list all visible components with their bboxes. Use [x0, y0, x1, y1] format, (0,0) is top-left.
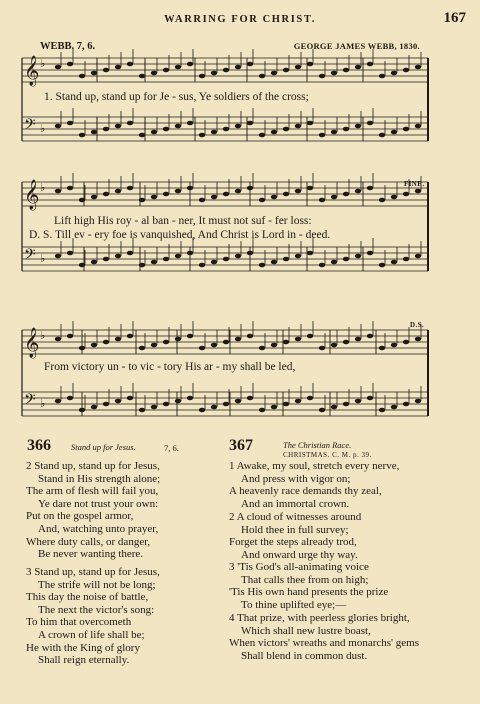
note-head: [199, 408, 205, 413]
note-head: [139, 408, 145, 413]
note-head: [127, 186, 133, 191]
treble-clef-icon: 𝄞: [24, 328, 40, 358]
note-head: [379, 408, 385, 413]
note-head: [67, 62, 73, 67]
note-head: [331, 260, 337, 265]
note-head: [355, 124, 361, 129]
running-title: WARRING FOR CHRIST.: [164, 14, 316, 25]
note-head: [151, 71, 157, 76]
note-head: [235, 189, 241, 194]
verse-line: Shall reign eternally.: [38, 654, 130, 667]
note-head: [115, 337, 121, 342]
note-head: [259, 346, 265, 351]
flat-icon: ♭: [40, 329, 46, 342]
note-head: [163, 127, 169, 132]
verse-line: 3 'Tis God's all-animating voice: [229, 561, 369, 573]
verse-line: Put on the gospel armor,: [26, 510, 134, 523]
note-head: [67, 251, 73, 256]
note-head: [103, 68, 109, 73]
note-head: [415, 337, 421, 342]
note-head: [415, 65, 421, 70]
note-head: [139, 346, 145, 351]
note-head: [259, 198, 265, 203]
note-head: [403, 402, 409, 407]
verse-line: To thine uplifted eye;—: [241, 598, 347, 611]
verse-line: 2 Stand up, stand up for Jesus,: [26, 460, 160, 472]
verse-line: This day the noise of battle,: [26, 591, 149, 604]
note-head: [91, 71, 97, 76]
note-head: [115, 254, 121, 259]
note-head: [367, 396, 373, 401]
verse-line: When victors' wreaths and monarchs' gems: [229, 637, 419, 650]
note-head: [367, 251, 373, 256]
note-head: [259, 263, 265, 268]
note-head: [283, 192, 289, 197]
bass-clef-icon: 𝄢: [24, 116, 36, 137]
note-head: [187, 121, 193, 126]
note-head: [235, 124, 241, 129]
note-head: [199, 198, 205, 203]
note-head: [175, 189, 181, 194]
note-head: [391, 405, 397, 410]
note-head: [271, 405, 277, 410]
note-head: [55, 399, 61, 404]
note-head: [79, 74, 85, 79]
note-head: [175, 254, 181, 259]
note-head: [211, 343, 217, 348]
note-head: [127, 396, 133, 401]
note-head: [379, 263, 385, 268]
note-head: [199, 263, 205, 268]
note-head: [187, 334, 193, 339]
note-head: [187, 396, 193, 401]
tune-name: WEBB. 7, 6.: [40, 41, 96, 52]
verse-line: Be never wanting there.: [38, 548, 144, 561]
verse-line: The strife will not be long;: [38, 578, 156, 591]
note-head: [247, 62, 253, 67]
note-head: [331, 405, 337, 410]
note-head: [295, 337, 301, 342]
note-head: [67, 121, 73, 126]
note-head: [223, 192, 229, 197]
note-head: [355, 399, 361, 404]
note-head: [91, 343, 97, 348]
note-head: [403, 257, 409, 262]
verse-line: The arm of flesh will fail you,: [26, 485, 159, 498]
hymn-tune-ref: CHRISTMAS. C. M. p. 39.: [283, 451, 372, 459]
note-head: [259, 408, 265, 413]
note-head: [319, 263, 325, 268]
note-head: [55, 65, 61, 70]
note-head: [223, 68, 229, 73]
note-head: [355, 189, 361, 194]
flat-icon: ♭: [40, 57, 46, 70]
note-head: [331, 195, 337, 200]
verse-stanza: [229, 561, 388, 611]
note-head: [151, 343, 157, 348]
note-head: [403, 68, 409, 73]
flat-icon: ♭: [40, 397, 46, 410]
note-head: [127, 62, 133, 67]
note-head: [151, 260, 157, 265]
note-head: [355, 65, 361, 70]
note-head: [403, 127, 409, 132]
verse-line: A heavenly race demands thy zeal,: [229, 485, 382, 498]
system-2-lyrics: Lift high His roy - al ban - ner, It must not suf - fer loss:: [54, 215, 312, 227]
note-head: [271, 343, 277, 348]
treble-clef-icon: 𝄞: [24, 180, 40, 210]
hymn-number: 367: [229, 437, 253, 454]
note-head: [367, 186, 373, 191]
verse-line: And, watching unto prayer,: [38, 522, 159, 535]
note-head: [391, 343, 397, 348]
note-head: [343, 402, 349, 407]
verse-line: The next the victor's song:: [38, 603, 155, 616]
hymn-title: Stand up for Jesus.: [71, 442, 136, 452]
note-head: [331, 130, 337, 135]
note-head: [151, 130, 157, 135]
note-head: [163, 192, 169, 197]
note-head: [235, 254, 241, 259]
note-head: [271, 71, 277, 76]
verse-line: Stand in His strength alone;: [38, 472, 161, 485]
note-head: [55, 254, 61, 259]
note-head: [211, 130, 217, 135]
note-head: [283, 127, 289, 132]
note-head: [139, 133, 145, 138]
note-head: [223, 127, 229, 132]
note-head: [67, 396, 73, 401]
note-head: [319, 408, 325, 413]
note-head: [79, 133, 85, 138]
verse-line: Ye dare not trust your own:: [38, 497, 159, 510]
note-head: [283, 257, 289, 262]
note-head: [103, 257, 109, 262]
note-head: [223, 402, 229, 407]
note-head: [271, 260, 277, 265]
note-head: [211, 260, 217, 265]
note-head: [151, 195, 157, 200]
note-head: [283, 68, 289, 73]
verse-line: He with the King of glory: [26, 641, 140, 654]
hymn-title: The Christian Race.: [283, 440, 352, 450]
note-head: [199, 133, 205, 138]
note-head: [403, 340, 409, 345]
note-head: [91, 130, 97, 135]
note-head: [103, 127, 109, 132]
note-head: [91, 405, 97, 410]
verse-stanza: [26, 460, 160, 561]
note-head: [379, 74, 385, 79]
note-head: [283, 340, 289, 345]
note-head: [235, 337, 241, 342]
note-head: [175, 337, 181, 342]
note-head: [355, 254, 361, 259]
note-head: [343, 257, 349, 262]
note-head: [343, 192, 349, 197]
verse-line: And onward urge thy way.: [241, 548, 358, 561]
verse-line: Which shall new lustre boast,: [241, 624, 371, 637]
note-head: [307, 251, 313, 256]
note-head: [331, 71, 337, 76]
note-head: [379, 133, 385, 138]
note-head: [379, 198, 385, 203]
note-head: [343, 68, 349, 73]
note-head: [271, 195, 277, 200]
note-head: [319, 198, 325, 203]
verse-stanza: [26, 566, 160, 667]
note-head: [307, 62, 313, 67]
note-head: [127, 251, 133, 256]
note-head: [307, 396, 313, 401]
note-head: [223, 340, 229, 345]
note-head: [295, 124, 301, 129]
note-head: [379, 346, 385, 351]
note-head: [91, 195, 97, 200]
note-head: [319, 346, 325, 351]
note-head: [247, 334, 253, 339]
note-head: [163, 257, 169, 262]
note-head: [319, 74, 325, 79]
note-head: [271, 130, 277, 135]
note-head: [367, 62, 373, 67]
verse-line: Shall blend in common dust.: [241, 649, 368, 662]
note-head: [391, 195, 397, 200]
note-head: [199, 346, 205, 351]
note-head: [151, 405, 157, 410]
note-head: [67, 334, 73, 339]
note-head: [403, 192, 409, 197]
note-head: [415, 124, 421, 129]
note-head: [163, 402, 169, 407]
note-head: [259, 133, 265, 138]
note-head: [55, 189, 61, 194]
system-1-lyrics: 1. Stand up, stand up for Je - sus, Ye soldiers of the cross;: [44, 91, 309, 103]
note-head: [247, 396, 253, 401]
system-3-lyrics: From victory un - to vic - tory His ar - my shall be led,: [44, 361, 296, 373]
hymn-meter: 7, 6.: [164, 443, 179, 453]
note-head: [295, 399, 301, 404]
note-head: [211, 405, 217, 410]
note-head: [187, 62, 193, 67]
verse-line: And press with vigor on;: [241, 472, 351, 485]
note-head: [67, 186, 73, 191]
note-head: [391, 130, 397, 135]
note-head: [295, 189, 301, 194]
note-head: [199, 74, 205, 79]
note-head: [343, 340, 349, 345]
page-number: 167: [443, 10, 466, 26]
note-head: [247, 121, 253, 126]
verse-line: 4 That prize, with peerless glories bright,: [229, 612, 410, 624]
note-head: [211, 195, 217, 200]
flat-icon: ♭: [40, 252, 46, 265]
note-head: [307, 334, 313, 339]
flat-icon: ♭: [40, 181, 46, 194]
note-head: [163, 68, 169, 73]
verse-line: A crown of life shall be;: [38, 628, 145, 641]
note-head: [115, 189, 121, 194]
note-head: [307, 186, 313, 191]
note-head: [55, 337, 61, 342]
verse-stanza: [229, 612, 419, 662]
note-head: [127, 121, 133, 126]
hymn-number: 366: [27, 437, 51, 454]
note-head: [355, 337, 361, 342]
note-head: [343, 127, 349, 132]
verse-line: Where duty calls, or danger,: [26, 535, 151, 548]
verse-line: Hold thee in full survey;: [241, 523, 349, 536]
note-head: [283, 402, 289, 407]
verse-line: Forget the steps already trod,: [229, 536, 357, 549]
composer: GEORGE JAMES WEBB, 1830.: [293, 41, 420, 51]
note-head: [331, 343, 337, 348]
note-head: [259, 74, 265, 79]
note-head: [103, 402, 109, 407]
note-head: [127, 334, 133, 339]
note-head: [415, 254, 421, 259]
bass-clef-icon: 𝄢: [24, 391, 36, 412]
verse-stanza: [229, 511, 361, 561]
fine-mark: FINE.: [404, 180, 425, 188]
note-head: [139, 74, 145, 79]
verse-line: 3 Stand up, stand up for Jesus,: [26, 566, 160, 578]
note-head: [235, 65, 241, 70]
note-head: [55, 124, 61, 129]
note-head: [175, 65, 181, 70]
note-head: [115, 124, 121, 129]
bass-clef-icon: 𝄢: [24, 246, 36, 267]
note-head: [295, 254, 301, 259]
flat-icon: ♭: [40, 122, 46, 135]
note-head: [367, 334, 373, 339]
note-head: [307, 121, 313, 126]
note-head: [319, 133, 325, 138]
note-head: [103, 192, 109, 197]
note-head: [211, 71, 217, 76]
verse-line: 1 Awake, my soul, stretch every nerve,: [229, 460, 400, 472]
note-head: [223, 257, 229, 262]
note-head: [115, 399, 121, 404]
verse-line: 2 A cloud of witnesses around: [229, 511, 362, 523]
note-head: [295, 65, 301, 70]
note-head: [103, 340, 109, 345]
ds-mark: D.S.: [410, 321, 425, 329]
system-2-ds-lyrics: D. S. Till ev - ery foe is vanquished, And Christ is Lord in - deed.: [29, 229, 331, 241]
verse-line: That calls thee from on high;: [241, 573, 369, 586]
note-head: [235, 399, 241, 404]
note-head: [415, 189, 421, 194]
note-head: [391, 260, 397, 265]
note-head: [415, 399, 421, 404]
verse-line: 'Tis His own hand presents the prize: [229, 586, 389, 599]
treble-clef-icon: 𝄞: [24, 56, 40, 86]
note-head: [163, 340, 169, 345]
verse-line: To him that overcometh: [26, 616, 132, 629]
note-head: [367, 121, 373, 126]
note-head: [175, 399, 181, 404]
verse-stanza: [229, 460, 399, 510]
note-head: [115, 65, 121, 70]
note-head: [91, 260, 97, 265]
verse-line: And an immortal crown.: [241, 497, 350, 510]
note-head: [175, 124, 181, 129]
note-head: [391, 71, 397, 76]
